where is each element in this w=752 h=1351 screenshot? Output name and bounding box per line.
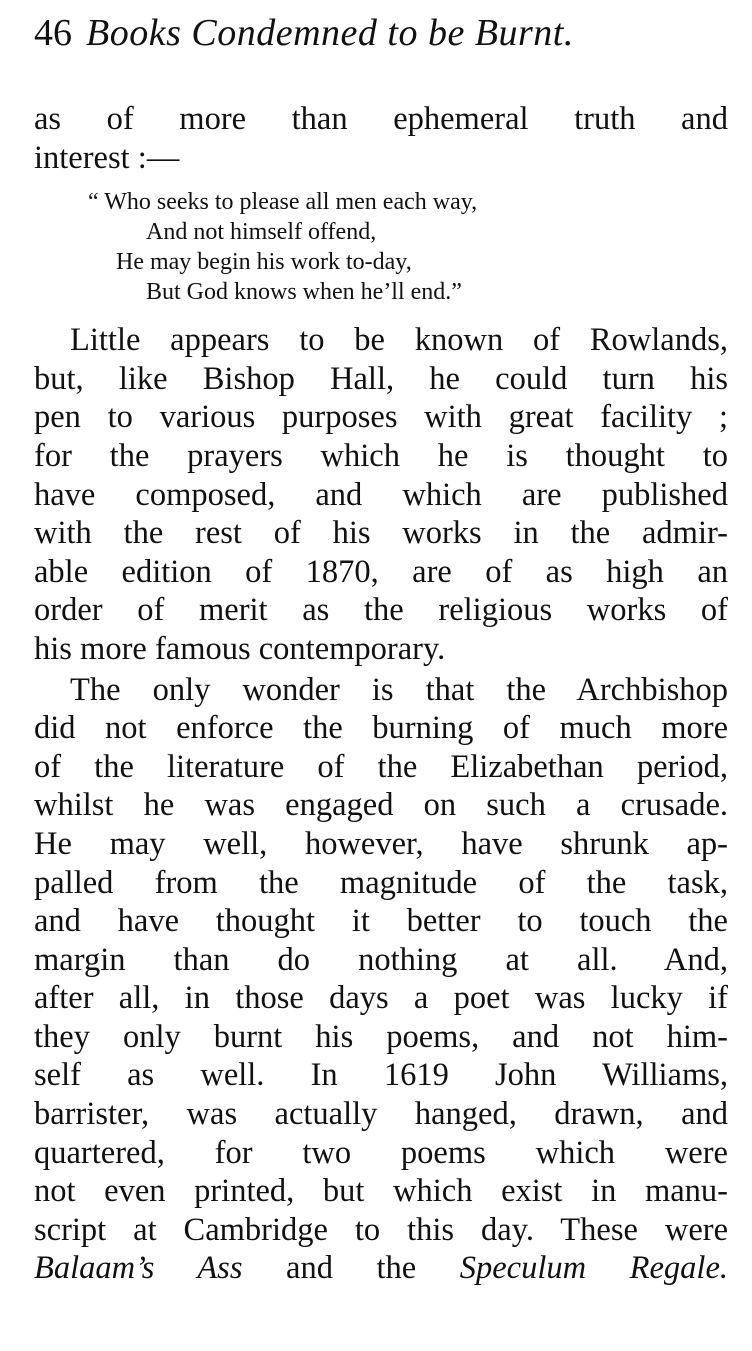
text-line: did not enforce the burning of much more (34, 710, 728, 747)
final-text-line (34, 1249, 728, 1288)
text-line: have composed, and which are published (34, 476, 728, 513)
text-line: quartered, for two poems which were (34, 1134, 728, 1171)
text-line: He may well, however, have shrunk ap- (34, 825, 728, 862)
text-line: interest :— (34, 139, 180, 176)
text-line: with the rest of his works in the admir- (34, 515, 728, 552)
page-body (34, 100, 728, 1288)
text-line: of the literature of the Elizabethan period, (34, 748, 728, 785)
text-line: The only wonder is that the Archbishop (70, 671, 728, 708)
text-line: and have thought it better to touch the (34, 903, 728, 940)
running-head (34, 14, 574, 52)
paragraph-archbishop (34, 671, 728, 1289)
text-line: as of more than ephemeral truth and (34, 101, 728, 137)
joiner-text: and the (286, 1250, 417, 1287)
running-title: Books Condemned to be Burnt. (86, 12, 574, 54)
intro (34, 100, 728, 177)
text-line: script at Cambridge to this day. These were (34, 1211, 728, 1248)
text-line: for the prayers which he is thought to (34, 437, 728, 474)
text-line: whilst he was engaged on such a crusade. (34, 787, 728, 824)
text-line: his more famous contemporary. (34, 630, 446, 667)
verse-line: He may begin his work to-day, (116, 249, 412, 276)
text-line: margin than do nothing at all. And, (34, 941, 728, 978)
paragraph-rowlands (34, 321, 728, 668)
text-line: pen to various purposes with great facility ; (34, 399, 728, 436)
text-line: they only burnt his poems, and not him- (34, 1018, 728, 1055)
text-line: but, like Bishop Hall, he could turn his (34, 360, 728, 397)
text-line: able edition of 1870, are of as high an (34, 553, 728, 590)
verse-line: And not himself offend, (146, 219, 377, 246)
text-line: after all, in those days a poet was lucky if (34, 980, 728, 1017)
text-line: Little appears to be known of Rowlands, (70, 322, 728, 359)
text-line: order of merit as the religious works of (34, 592, 728, 629)
title-speculum-regale: Speculum Regale. (459, 1250, 728, 1287)
text-line: not even printed, but which exist in manu- (34, 1173, 728, 1210)
page-number: 46 (34, 12, 72, 54)
text-line: self as well. In 1619 John Williams, (34, 1057, 728, 1094)
title-balaams-ass: Balaam’s Ass (34, 1250, 243, 1287)
text-line: palled from the magnitude of the task, (34, 864, 728, 901)
verse-line: “ Who seeks to please all men each way, (88, 189, 478, 216)
text-line: barrister, was actually hanged, drawn, and (34, 1096, 728, 1133)
verse-line: But God knows when he’ll end.” (146, 279, 462, 306)
verse-quote (34, 187, 728, 307)
